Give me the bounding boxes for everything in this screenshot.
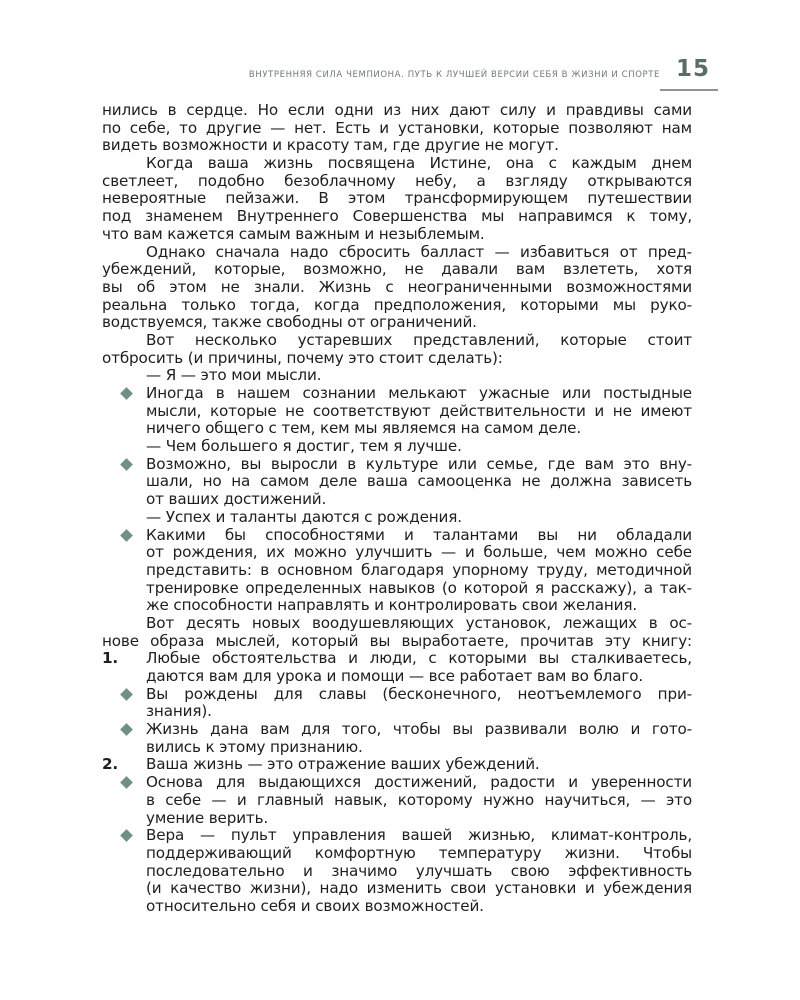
body-text [102, 102, 692, 916]
bullet-item [102, 385, 692, 403]
text-line: по себе, то другие — нет. Есть и установки, которые позволяют нам [102, 118, 692, 137]
bullet-text: Основа для выдающихся достижений, радости и уверенности [146, 773, 692, 792]
diamond-bullet-icon [120, 529, 133, 542]
text-line: водствуемся, также свободны от ограничений. [102, 313, 477, 332]
text-line: видеть возможности и красоту там, где другие не могут. [102, 136, 559, 155]
list-number: 1. [102, 649, 119, 668]
text-line: под знаменем Внутреннего Совершенства мы направимся к тому, [102, 207, 692, 226]
text-line: светлеет, подобно безоблачному небу, а взгляду открываются [102, 171, 692, 190]
bullet-text: Возможно, вы выросли в культуре или семье, где вам это вну- [146, 454, 692, 473]
text-line: даются вам для урока и помощи — все работает вам во благо. [146, 667, 644, 685]
text-line: реальна только тогда, когда предположения, которыми мы руко- [102, 295, 692, 314]
bullet-item [102, 827, 692, 845]
running-title: ВНУТРЕННЯЯ СИЛА ЧЕМПИОНА. ПУТЬ К ЛУЧШЕЙ ВЕРСИИ СЕБЯ В ЖИЗНИ И СПОРТЕ [248, 70, 660, 80]
text-line: поддерживающий комфортную температуру жизни. Чтобы [146, 843, 692, 862]
numbered-item-text: Любые обстоятельства и люди, с которыми вы сталкиваетесь, [146, 649, 692, 668]
diamond-bullet-icon [120, 723, 133, 736]
numbered-item-1 [102, 650, 692, 668]
diamond-bullet-icon [120, 458, 133, 471]
bullet-text: Иногда в нашем сознании мелькают ужасные или постыдные [146, 384, 692, 402]
bullet-text: Вы рождены для славы (бесконечного, неотъемлемого при- [146, 684, 692, 703]
text-line: последовательно и значимо улучшать свою эффективность [146, 861, 692, 880]
text-line: относительно себя и своих возможностей. [146, 896, 484, 915]
bullet-item [102, 721, 692, 739]
diamond-bullet-icon [120, 829, 133, 842]
paragraph-start: Вот десять новых воодушевляющих установок, лежащих в ос- [146, 613, 692, 632]
diamond-bullet-icon [120, 387, 133, 400]
text-line: отбросить (и причины, почему это стоит сделать): [102, 348, 503, 367]
text-line: знания). [146, 702, 212, 721]
diamond-bullet-icon [120, 776, 133, 789]
text-line: вы об этом не знали. Жизнь с неограниченными возможностями [102, 277, 692, 296]
outdated-belief-3: — Успех и таланты даются с рождения. [146, 507, 462, 526]
diamond-bullet-icon [120, 688, 133, 701]
text-line: что вам кажется самым важным и незыблемым. [102, 224, 485, 243]
bullet-text: Жизнь дана вам для того, чтобы вы развивали волю и гото- [146, 720, 692, 739]
text-line: мысли, которые не соответствуют действительности и не имеют [146, 401, 692, 420]
text-line: тренировке определенных навыков (о которой я расскажу), а так- [146, 578, 692, 597]
numbered-item-text: Ваша жизнь — это отражение ваших убеждений. [146, 755, 540, 774]
text-line: (и качество жизни), надо изменить свои установки и убеждения [146, 879, 692, 898]
list-number: 2. [102, 755, 119, 774]
text-line: убеждений, которые, возможно, не давали вам взлететь, хотя [102, 260, 692, 279]
bullet-item [102, 774, 692, 792]
text-line: от рождения, их можно улучшить — и больше, чем можно себе [146, 543, 692, 562]
text-line: невероятные пейзажи. В этом трансформирующем путешествии [102, 189, 692, 208]
text-line: ничего общего с тем, кем мы являемся на самом деле. [146, 419, 582, 438]
bullet-item [102, 527, 692, 545]
bullet-item [102, 456, 692, 474]
outdated-belief-2: — Чем большего я достиг, тем я лучше. [146, 437, 462, 456]
paragraph-start: Вот несколько устаревших представлений, которые стоит [146, 330, 692, 349]
paragraph-start: Когда ваша жизнь посвящена Истине, она с каждым днем [146, 154, 692, 173]
page-number: 15 [675, 56, 710, 82]
text-line: вились к этому признанию. [146, 737, 363, 756]
header-divider [660, 89, 718, 91]
bullet-item [102, 686, 692, 704]
bullet-text: Вера — пульт управления вашей жизнью, климат-контроль, [146, 826, 692, 845]
text-line: шали, но на самом деле ваша самооценка не должна зависеть [146, 472, 692, 491]
text-line: в себе — и главный навык, которому нужно научиться, — это [146, 790, 692, 809]
bullet-text: Какими бы способностями и талантами вы ни обладали [146, 525, 692, 544]
outdated-belief-1: — Я — это мои мысли. [146, 366, 322, 385]
numbered-item-2 [102, 756, 692, 774]
paragraph-start: Однако сначала надо сбросить балласт — избавиться от пред- [146, 242, 692, 261]
text-line: умение верить. [146, 808, 269, 827]
text-line: нове образа мыслей, который вы выработаете, прочитав эту книгу: [102, 631, 692, 650]
text-line: представить: в основном благодаря упорному труду, методичной [146, 560, 692, 579]
text-line: от ваших достижений. [146, 490, 327, 509]
text-line: нились в сердце. Но если одни из них дают силу и правдивы сами [102, 101, 692, 119]
text-line: же способности направлять и контролировать свои желания. [146, 596, 638, 615]
